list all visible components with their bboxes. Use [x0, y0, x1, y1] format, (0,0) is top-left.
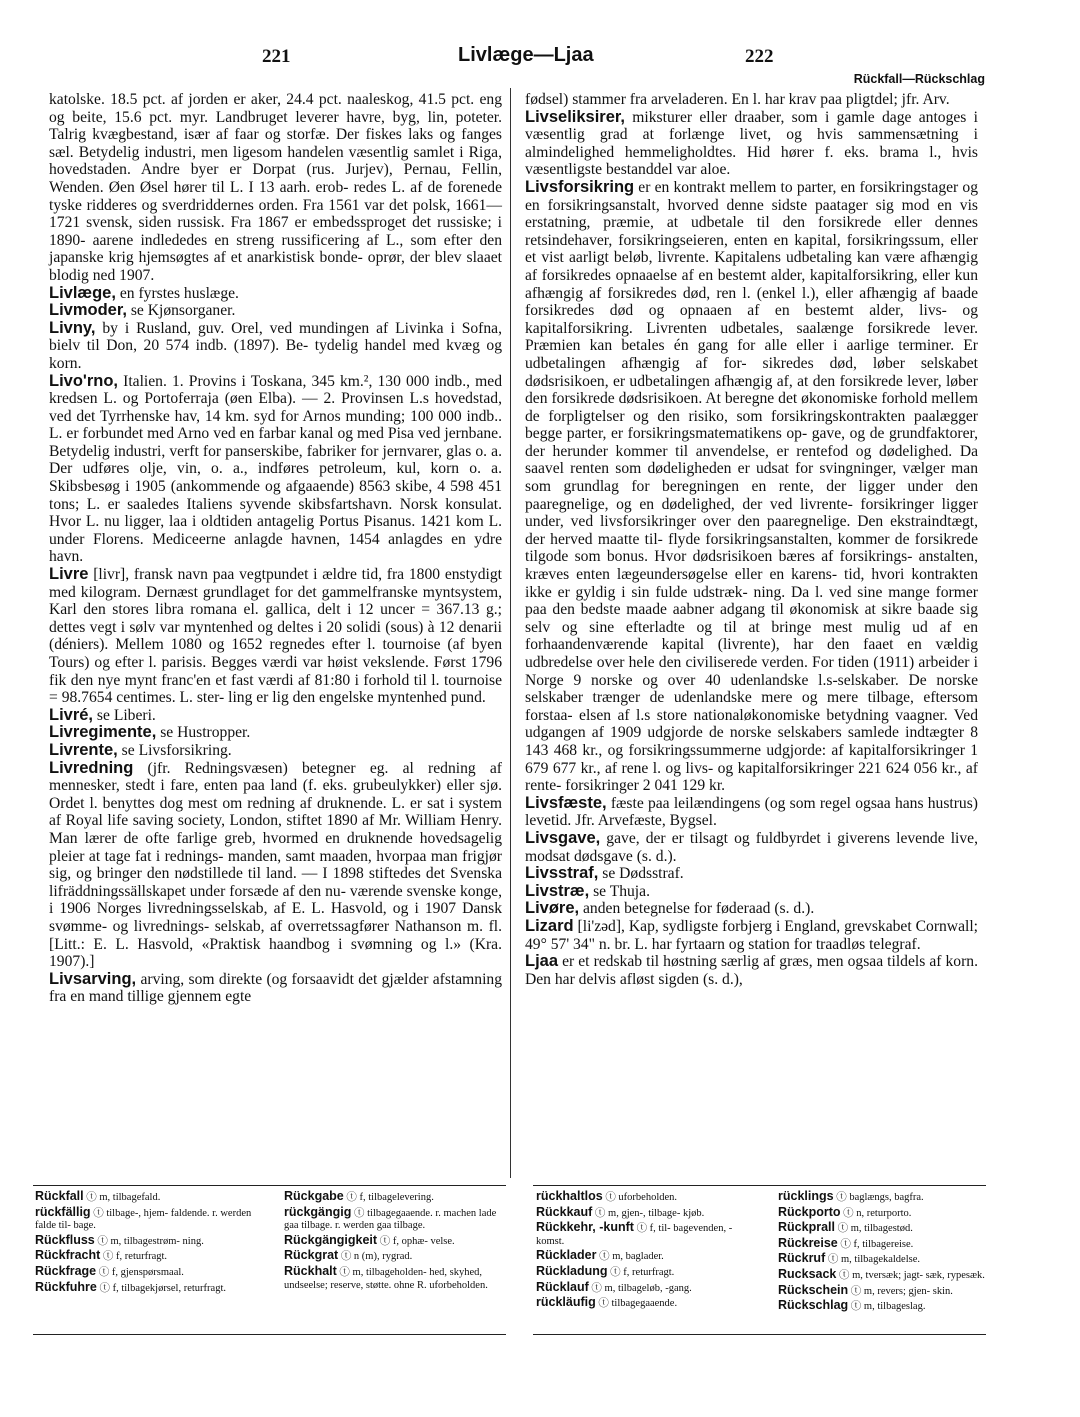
glossary-column-2: [284, 1190, 506, 1293]
glossary-entry: [35, 1206, 257, 1233]
headword: Rückfrage: [35, 1263, 97, 1278]
glossary-entry: [778, 1190, 1000, 1205]
entry: [525, 795, 978, 830]
glossary-entry: [35, 1190, 257, 1205]
glossary-range-header: Rückfall—Rückschlag: [853, 72, 985, 86]
glossary-entry: [284, 1206, 506, 1233]
entry-text: se Dødsstraf.: [598, 865, 684, 883]
entry-text: Italien. 1. Provins i Toskana, 345 km.², 130 000 indb., med kredsen L. og Portoferraja (øen Elba). — 2. Provinsen L.s hovedstad, ved det Tyrrhenske hav, 14 km. syd for Arnos munding; 100 000 indb.. L. er forbundet med Arno ved en farbar kanal og med Pisa ved jernbane. Betydelig industri, verft for panserskibe, fabriker for jernvarer, glas o. a. Der udføres olje, vin, o. a., indføres petroleum, kul, korn o. a. Skibsbesøg i 1905 (ankommende og afgaaende) 8563 skibe, 4 598 451 tons; L. er saaledes Italiens syvende skibsfartshavn. Norsk konsulat. Hvor L. nu ligger, laa i oldtiden antagelig Portus Pisanus. 1421 kom L. under Florens. Mediceerne anlagde havnen, 1454 anlagdes en ydre havn.: [49, 372, 502, 566]
glossary-entry: [35, 1281, 257, 1296]
headword: rückläufig: [536, 1295, 596, 1310]
glossary-entry: [284, 1190, 506, 1205]
entry: [49, 724, 502, 742]
glossary-entry: [536, 1281, 758, 1296]
entry: [49, 742, 502, 760]
entry-text: se Thuja.: [589, 882, 650, 900]
glossary-entry: [778, 1252, 1000, 1267]
headword: Rückschlag: [778, 1298, 849, 1313]
headword: Rückfall: [35, 1189, 84, 1203]
entry-text: ⓣ m, tilbageslag.: [848, 1301, 926, 1313]
entry-text: fæste paa leilændingens (og som regel ogsaa hans hustrus) levetid. Jfr. Arvefæste, Bygsel.: [525, 794, 978, 830]
headword: Rückfracht: [35, 1248, 101, 1263]
glossary-entry: [536, 1296, 758, 1311]
entry-text: ⓣ f, gjenspørsmaal.: [96, 1266, 184, 1278]
headword: Rückporto: [778, 1204, 841, 1219]
entry-text: ⓣ f, tilbagereise.: [837, 1238, 914, 1250]
headword: Rückgängigkeit: [284, 1232, 378, 1247]
entry-text: ⓣ m, tilbageholden- hed, skyhed, undseelse; reserve, støtte. ohne R. uforbeholden.: [284, 1266, 488, 1291]
headword: Rückreise: [778, 1235, 838, 1250]
entry-text: ⓣ uforbeholden.: [602, 1192, 678, 1203]
entry: [49, 971, 502, 1006]
entry-text: ⓣ m, tilbageløb, -gang.: [588, 1282, 692, 1294]
entry-text: se Kjønsorganer.: [126, 302, 236, 320]
page-number-left: 221: [262, 46, 291, 67]
headword: Livsfæste,: [525, 793, 607, 812]
entry-text: er en kontrakt mellem to parter, en forsikringstager og en forsikringsanstalt, hvorved denne sidste paatager sig mod en vis erstatning, præmie, at udbetale til den forsikrede eller dennes retsindehaver, forsikringseieren, enten en kapital, forsikringssum, eller et vist aarligt beløb, livrente. Kapitalens udbetaling kan være afhængig af forsikredes opnaaelse af en bestemt alder, kapitalforsikring, eller kun afhængig af forsikredes død, ren l. (enkel l.), eller afhængig af baade forsikredes død og opnaaen af en bestemt alder, livs- og kapitalforsikring. Livrenten udbetales, saalænge forsikrede lever. Præmien kan betales én gang for alle eller i aarlige terminer. Er udbetalingen afhængig af for- sikredes død, løber selskabet dødsrisikoen, er udbetalingen afhængig af, at den forsikrede lever, løber den forsikrede dødsrisikoen. At beregne det økonomiske forhold mellem de forpligtelser og den risiko, som forsikringskontrakten paalægger begge parter, er forsikringsmatematikens op- gave, og de grundfaktorer, der herunder kommer til anvendelse, er rentefod og dødelighed. Da saavel renten som dødeligheden er udsat for svingninger, vælger man som grundlag for beregningen en rente, der ligger under den paaregnelige, og en dødelighed, der ved livrente- forsikringer ligger under, ved livsforsikringer over den paaregnelige. Den ekstraindtægt, der herved maatte til- flyde forsikringsanstalten, kommer de forsikrede tilgode som bonus. Hvor dødsrisikoen bæres af forsikrings- anstalten, kræves enten lægeundersøgelse eller en karens- tid, hvori kontrakten ikke er gyldig i sin fulde udstræk- ning. Da l. ved sine mange former paa den bedste maade aabner adgang til økonomisk at sikre baade sig selv og sine efterladte og til at bringe mest mulig ud af en forhaandenværende kapital (livrente), har den faaet en vældig udbredelse over hele den civiliserede verden. For tiden (1911) arbeider i Norge 9 norske og over 40 udenlandske l.s-selskaber. De norske selskaber trænger de udenlandske mere og mere tilbage, eftersom forstaa- elsen af l.s store nationaløkonomiske betydning vaagner. Ved udgangen af 1909 udgjorde de norske selskabers samlede indtægter 8 143 468 kr., og forsikringssummerne udgjorde: af kapitalforsikringer 1 679 677 kr., af rene l. og livs- og kapitalforsikringer 221 624 056 kr., af rente- forsikringer 2 041 129 kr.: [525, 178, 978, 795]
glossary-entry: [35, 1249, 257, 1264]
headword: Livstræ,: [525, 881, 590, 900]
entry-text: ⓣ f, returfragt.: [607, 1266, 675, 1278]
entry-text: ⓣ tilbage-, hjem- faldende. r. werden falde til- bage.: [35, 1207, 252, 1232]
entry: [49, 285, 502, 303]
entry-text: miksturer eller draaber, som i gamle dage antoges i væsentlig grad at forlænge livet, og hvis sammensætning i almindelighed hemmeligholdtes. Hid hører f. eks. brama l., hvis væsentligste bestanddel var aloe.: [525, 108, 978, 179]
entry-text: (jfr. Redningsvæsen) betegner eg. al redning af mennesker, stedt i fare, enten paa land (f. eks. grubeulykker) eller sjø. Ordet l. benyttes dog mest om redning af druknende. L. er sat i system af Royal life saving society, London, stiftet 1890 af Mr. William Henry. Man lærer de ofte farlige greb, hvormed en druknende hovedsagelig pleier at tage fat i rednings- manden, samt maaden, hvorpaa man frigjør sig, og bringer den nødstillede til land. — I 1898 stiftedes det Svenska lifräddningssällskapet under forsæde af den nu- værende svenske konge, i 1906 Norges livredningsselskab, af E. L. Hasvold, og i 1907 Dansk svømme- og livrednings- selskab, af overretssagfører Nathanson m. fl. [Litt.: E. L. Hasvold, «Praktisk haandbog i svømning og l.» (Kra. 1907).]: [49, 759, 502, 971]
entry-text: fødsel) stammer fra arveladeren. En l. har krav paa pligtdel; jfr. Arv.: [525, 91, 950, 108]
glossary-entry: [536, 1221, 758, 1248]
entry: [49, 566, 502, 707]
headword: Livsforsikring: [525, 177, 635, 196]
glossary-entry: [35, 1234, 257, 1249]
headword: Livsgave,: [525, 828, 601, 847]
entry-text: by i Rusland, guv. Orel, ved mundingen af Livinka i Sofna, bielv til Don, 20 574 indb. (1897). Be- tydelig handel med kvæg og korn.: [49, 319, 502, 372]
glossary-column-4: [778, 1190, 1000, 1315]
entry-text: ⓣ tilbagegaaende.: [595, 1298, 678, 1310]
headword: Livmoder,: [49, 301, 127, 320]
headword: Livredning: [49, 758, 134, 777]
entry-text: [li'zəd], Kap, sydligste forbjerg i England, grevskabet Cornwall; 49° 57' 34" n. br. L. har fyrtaarn og station for traadløs telegraf.: [525, 917, 978, 953]
headword: Rücklader: [536, 1248, 597, 1263]
glossary-entry: [778, 1221, 1000, 1236]
entry-text: arving, som direkte (og forsaavidt det gjælder afstamning fra en mand tillige gjennem egte: [49, 970, 502, 1006]
headword: Livseliksirer,: [525, 107, 625, 126]
right-column: [525, 91, 978, 988]
entry: [525, 900, 978, 918]
headword: Livny,: [49, 318, 96, 337]
glossary-entry: [536, 1206, 758, 1221]
headword: Rückfuhre: [35, 1279, 97, 1294]
entry: [49, 707, 502, 725]
entry: [49, 760, 502, 971]
entry-text: ⓣ m, tilbagekaldelse.: [825, 1254, 921, 1266]
headword: Rückgrat: [284, 1248, 339, 1263]
glossary-entry: [778, 1237, 1000, 1252]
entry: [525, 953, 978, 988]
glossary-entry: [35, 1265, 257, 1280]
entry-text: en fyrstes huslæge.: [115, 284, 239, 302]
entry: [49, 320, 502, 373]
page-number-right: 222: [745, 46, 774, 67]
entry-text: ⓣ baglængs, bagfra.: [833, 1192, 924, 1203]
entry-text: [livr], fransk navn paa vegtpundet i ældre tid, fra 1800 enstydigt med kilogram. Dernæst grundlaget for det gammelfranske myntsystem, Karl den stores libra romana el. gallica, delt i 12 uncer = 367.13 g.; dettes vegt i sølv var myntenhed og deltes i 20 solidi (sous) à 12 denarii (déniers). Mellem 1080 og 1652 regnedes efter l. tournoise (af byen Tours) og efter l. parisis. Begges værdi var høist vekslende. Først 1796 fik den nye mynt franc'en et fast værdi af 81:80 i forhold til l. tournoise = 98.7654 centimes. L. ster- ling er lig den engelske myntenhed pund.: [49, 566, 502, 707]
headword: Livsstraf,: [525, 864, 599, 883]
glossary-column-1: [35, 1190, 257, 1296]
entry-text: ⓣ m, tilbagefald.: [83, 1192, 161, 1203]
headword: Rückkauf: [536, 1204, 593, 1219]
glossary-entry: [778, 1299, 1000, 1314]
entry-text: se Liberi.: [93, 706, 156, 724]
headword: Rückhalt: [284, 1263, 337, 1278]
glossary-entry: [778, 1268, 1000, 1283]
glossary-entry: [284, 1265, 506, 1292]
headword: Livré,: [49, 705, 94, 724]
headword: rückgängig: [284, 1204, 352, 1219]
headword: Livøre,: [525, 899, 580, 918]
glossary-entry: [536, 1265, 758, 1280]
entry-text: ⓣ f, ophæ- velse.: [377, 1235, 455, 1247]
glossary-entry: [536, 1249, 758, 1264]
headword: Rücklauf: [536, 1279, 589, 1294]
headword: Livre: [49, 565, 89, 584]
left-column: [49, 91, 502, 1006]
entry-text: ⓣ m, tilbagestrøm- ning.: [94, 1235, 204, 1247]
entry-text: ⓣ tilbagegaaende. r. machen lade gaa tilbage. r. werden gaa tilbage.: [284, 1207, 497, 1232]
entry: [49, 91, 502, 285]
entry: [525, 918, 978, 953]
headword: Rückkehr, -kunft: [536, 1220, 634, 1235]
headword: Livlæge,: [49, 283, 116, 302]
headword: Rückschein: [778, 1282, 849, 1297]
headword: rückhaltlos: [536, 1189, 603, 1203]
entry-text: anden betegnelse for føderaad (s. d.).: [579, 900, 815, 918]
headword: Livregimente,: [49, 723, 157, 742]
entry: [525, 91, 978, 109]
entry: [525, 883, 978, 901]
headword: Rückprall: [778, 1220, 835, 1235]
headword: rückfällig: [35, 1204, 91, 1219]
glossary-entry: [284, 1234, 506, 1249]
headword: Livsarving,: [49, 969, 137, 988]
entry-text: ⓣ f, tilbagelevering.: [343, 1192, 434, 1203]
headword: Livo'rno,: [49, 371, 119, 390]
entry: [525, 830, 978, 865]
entry-text: ⓣ m, gjen-, tilbage- kjøb.: [592, 1207, 705, 1219]
page-title: Livlæge—Ljaa: [458, 44, 594, 66]
entry: [525, 179, 978, 795]
entry-text: ⓣ f, tilbagekjørsel, returfragt.: [96, 1282, 226, 1294]
headword: Rückladung: [536, 1263, 608, 1278]
column-divider: [510, 88, 511, 1178]
entry-text: ⓣ f, til- bagevenden, -komst.: [536, 1223, 733, 1247]
entry-text: ⓣ m, tilbagestød.: [834, 1223, 913, 1235]
glossary-entry: [284, 1249, 506, 1264]
headword: Rückgabe: [284, 1189, 344, 1203]
glossary-entry: [536, 1190, 758, 1205]
entry-text: ⓣ n (m), rygrad.: [338, 1251, 413, 1263]
entry-text: se Livsforsikring.: [117, 741, 232, 759]
entry-text: gave, der er tilsagt og fuldbyrdet i giverens levende live, modsat dødsgave (s. d.).: [525, 829, 978, 865]
entry: [49, 302, 502, 320]
glossary-column-3: [536, 1190, 758, 1312]
headword: Rucksack: [778, 1266, 837, 1281]
headword: Rückfluss: [35, 1232, 95, 1247]
headword: Lizard: [525, 916, 574, 935]
entry-text: ⓣ f, returfragt.: [100, 1251, 168, 1263]
entry-text: katolske. 18.5 pct. af jorden er aker, 24.4 pct. naaleskog, 41.5 pct. eng og beite, 15.6 pct. myr. Landbruget leverer havre, byg, lin, poteter. Talrig kvægbestand, især af faar og storfæ. Der fiskes laks og fanges sæl. Betydelig industri, men ligesom handelen væsentlig samlet i Riga, hovedstaden. Andre byer er Dorpat (rus. Jurjev), Pernau, Fellin, Wenden. Øen Øsel hører til L. I 13 aarh. erob- redes L. af de forenede tyske ridderes og sverdriddernes orden. Fra 1561 var det polsk, 1661—1721 svensk, siden russisk. Fra 1867 er embedssproget det russiske; i 1890- aarene indlededes en streng russificering af L., som efter den japanske krig hjemsøgtes af et anarkistisk bonde- oprør, der blev slaaet blodig ned 1907.: [49, 91, 502, 284]
entry-text: er et redskab til høstning særlig af græs, men ogsaa tildels af korn. Den har delvis afløst sigden (s. d.),: [525, 953, 978, 988]
entry: [525, 865, 978, 883]
entry-text: ⓣ m, tversæk; jagt- sæk, rypesæk.: [836, 1269, 985, 1281]
headword: Ljaa: [525, 952, 559, 971]
entry-text: ⓣ n, returporto.: [840, 1207, 912, 1219]
entry: [525, 109, 978, 179]
entry: [49, 373, 502, 567]
entry-text: ⓣ m, revers; gjen- skin.: [848, 1285, 953, 1297]
headword: Livrente,: [49, 740, 118, 759]
entry-text: ⓣ m, baglader.: [596, 1251, 664, 1263]
headword: rücklings: [778, 1189, 834, 1203]
headword: Rückruf: [778, 1251, 826, 1266]
glossary-entry: [778, 1206, 1000, 1221]
entry-text: se Hustropper.: [156, 724, 251, 742]
glossary-entry: [778, 1284, 1000, 1299]
